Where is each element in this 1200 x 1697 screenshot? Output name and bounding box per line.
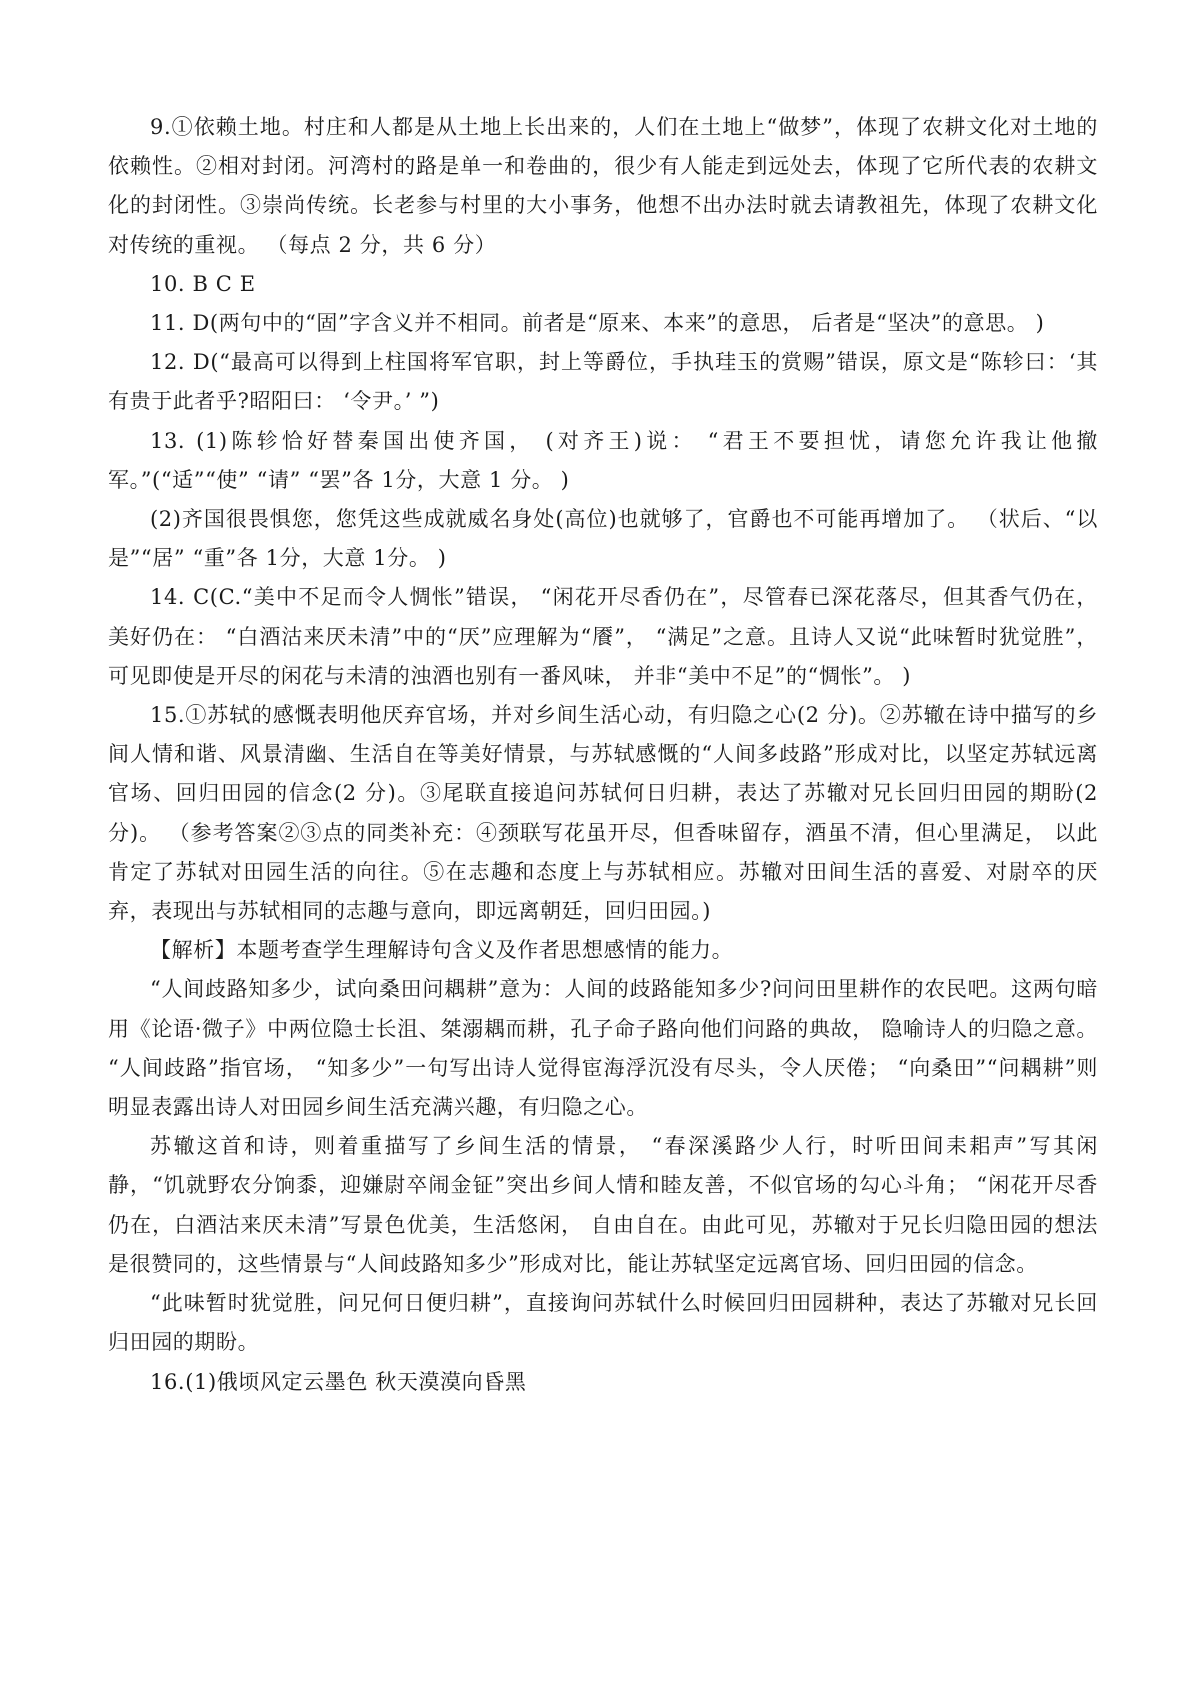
answer-q10: 10. B C E (150, 271, 256, 296)
analysis-paragraph-2: 苏辙这首和诗，则着重描写了乡间生活的情景， “春深溪路少人行，时听田间耒耜声”写其闲静，“饥就野农分饷黍，迎嫌尉卒闹金钲”突出乡间人情和睦友善，不似官场的勾心斗角； “闲花开尽香仍在，白酒沽来厌未清”写景色优美，生活悠闲， 自由自在。由此可见，苏辙对于兄长归隐田园的想法是很赞同的，这些情景与“人间歧路知多少”形成对比，能让苏轼坚定远离官场、回归田园的信念。 (108, 1134, 1098, 1276)
answer-q14: 14. C(C.“美中不足而令人惆怅”错误， “闲花开尽香仍在”，尽管春已深花落尽，但其香气仍在， 美好仍在： “白酒沽来厌未清”中的“厌”应理解为“餍”， “满足”之意。且诗人又说“此味暂时犹觉胜”，可见即使是开尽的闲花与未清的浊酒也别有一番风味， 并非“美中不足”的“惆怅”。 ) (108, 585, 1098, 688)
answer-q15: 15.①苏轼的感慨表明他厌弃官场，并对乡间生活心动，有归隐之心(2 分)。②苏辙在诗中描写的乡间人情和谐、风景清幽、生活自在等美好情景，与苏轼感慨的“人间多歧路”形成对比，以坚定苏轼远离官场、回归田园的信念(2 分)。③尾联直接追问苏轼何日归耕，表达了苏辙对兄长回归田园的期盼(2分)。 （参考答案②③点的同类补充：④颈联写花虽开尽，但香味留存，酒虽不清，但心里满足， 以此肯定了苏轼对田园生活的向往。⑤在志趣和态度上与苏轼相应。苏辙对田间生活的喜爱、对尉卒的厌弃，表现出与苏轼相同的志趣与意向，即远离朝廷，回归田园。) (108, 703, 1098, 924)
analysis-heading: 【解析】本题考查学生理解诗句含义及作者思想感情的能力。 (150, 938, 734, 963)
answer-q9: 9.①依赖土地。村庄和人都是从土地上长出来的，人们在土地上“做梦”，体现了农耕文化对土地的依赖性。②相对封闭。河湾村的路是单一和卷曲的，很少有人能走到远处去，体现了它所代表的农耕文化的封闭性。③崇尚传统。长老参与村里的大小事务，他想不出办法时就去请教祖先，体现了农耕文化对传统的重视。 （每点 2 分，共 6 分） (108, 115, 1098, 257)
analysis-paragraph-3: “此味暂时犹觉胜，问兄何日便归耕”，直接询问苏轼什么时候回归田园耕种，表达了苏辙对兄长回归田园的期盼。 (108, 1291, 1098, 1355)
answer-q13-part2: (2)齐国很畏惧您，您凭这些成就威名身处(高位)也就够了，官爵也不可能再增加了。 （状后、“以是”“居” “重”各 1分，大意 1分。 ) (108, 507, 1098, 571)
analysis-paragraph-1: “人间歧路知多少，试向桑田问耦耕”意为：人间的歧路能知多少?问问田里耕作的农民吧。这两句暗用《论语·微子》中两位隐士长沮、桀溺耦而耕，孔子命子路向他们问路的典故， 隐喻诗人的归隐之意。 “人间歧路”指官场， “知多少”一句写出诗人觉得宦海浮沉没有尽头，令人厌倦； “向桑田”“问耦耕”则明显表露出诗人对田园乡间生活充满兴趣，有归隐之心。 (108, 977, 1098, 1120)
answer-q16: 16.(1)俄顷风定云墨色 秋天漠漠向昏黑 (150, 1369, 527, 1394)
answer-q13-part1: 13. (1)陈轸恰好替秦国出使齐国， (对齐王)说： “君王不要担忧，请您允许我让他撤军。”(“适”“使” “请” “罢”各 1分，大意 1 分。 ) (108, 428, 1098, 492)
answer-q12: 12. D(“最高可以得到上柱国将军官职，封上等爵位，手执珪玉的赏赐”错误，原文是“陈轸曰：‘其有贵于此者乎?昭阳曰： ‘令尹。’ ”) (108, 350, 1098, 414)
answer-document (108, 108, 1098, 1402)
answer-q11: 11. D(两句中的“固”字含义并不相同。前者是“原来、本来”的意思， 后者是“坚决”的意思。 ) (150, 311, 1045, 336)
